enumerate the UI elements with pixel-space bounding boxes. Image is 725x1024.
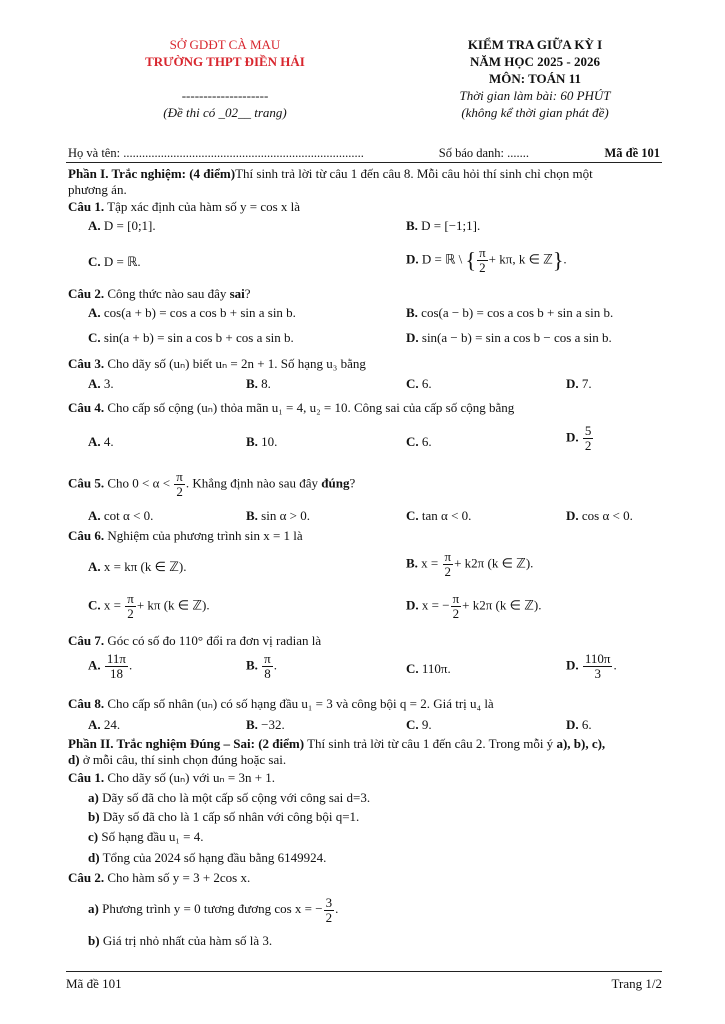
q8-option-a: 24.	[103, 717, 121, 732]
footer-exam-code: Mã đề 101	[66, 976, 122, 991]
q6-options-row1: A. x = kπ (k ∈ ℤ). B. x = $\frac{\pi}{2}$ + k2π (k ∈ ℤ).	[88, 549, 534, 579]
q6-option-b: B. x = $\frac{\pi}{2}$ + k2π (k ∈ ℤ).	[406, 549, 534, 579]
q2-option-d: sin(a − b) = sin a cos b − cos a sin b.	[421, 330, 612, 345]
part2-desc-cont: d) ở mỗi câu, thí sinh chọn đúng hoặc sai.	[68, 752, 287, 767]
exam-code: Mã đề 101	[604, 146, 660, 160]
q4-options: A. 4. B. 10. C. 6. D. $\frac{5}{2}$	[88, 424, 662, 460]
q1-options-row2: C. D = ℝ. D. D = ℝ \ { $\frac{\pi}{2}$ + kπ, k ∈ ℤ}.	[88, 245, 567, 275]
department-name: SỞ GDĐT CÀ MAU	[169, 37, 281, 52]
page-footer	[66, 971, 662, 992]
candidate-number-field: Số báo danh: .......	[438, 146, 530, 160]
tf-q1-statement-b: b) Dãy số đã cho là 1 cấp số nhân với công bội q=1.	[88, 809, 360, 824]
subject: MÔN: TOÁN 11	[489, 71, 581, 86]
q3-option-b: 8.	[261, 376, 271, 391]
q1-option-b: D = [−1;1].	[421, 218, 481, 233]
tf-q1-statement-a: a) Dãy số đã cho là một cấp số cộng với công sai d=3.	[88, 790, 371, 805]
q4-option-c: 6.	[421, 434, 432, 449]
q1-options-row1: A. D = [0;1]. B. D = [−1;1].	[88, 218, 481, 233]
q4-option-d: D. $\frac{5}{2}$	[566, 423, 592, 453]
header-left	[110, 36, 340, 121]
q2-option-b: cos(a − b) = cos a cos b + sin a sin b.	[421, 305, 614, 320]
part2-heading: Phần II. Trắc nghiệm Đúng – Sai: (2 điểm) Thí sinh trả lời từ câu 1 đến câu 2. Trong mỗi ý a), b), c),	[68, 736, 606, 751]
student-info-row	[68, 146, 660, 162]
q6-options-row2	[88, 592, 662, 628]
q2-options-row1: A. cos(a + b) = cos a cos b + sin a sin b. B. cos(a − b) = cos a cos b + sin a sin b.	[88, 305, 614, 320]
q5-option-d: cos α < 0.	[581, 508, 633, 523]
student-name-field: Họ và tên: .............................................................................	[68, 146, 364, 160]
question-5: Câu 5. Cho 0 < α < $\frac{\pi}{2}$ . Khẳng định nào sau đây đúng?	[68, 469, 356, 499]
school-year: NĂM HỌC 2025 - 2026	[470, 54, 600, 69]
q6-option-a: x = kπ (k ∈ ℤ).	[103, 559, 187, 574]
question-2: Câu 2. Công thức nào sau đây sai?	[68, 286, 251, 301]
q7-options: A. $\frac{11\pi}{18}$ . B. $\frac{\pi}{8}$ . C. 110π. D. $\frac{110\pi}{3}$ .	[88, 651, 617, 681]
question-7: Câu 7. Góc có số đo 110° đổi ra đơn vị radian là	[68, 633, 322, 648]
q8-option-c: 9.	[421, 717, 432, 732]
q7-option-c: 110π.	[421, 661, 451, 676]
school-name: TRƯỜNG THPT ĐIỀN HẢI	[145, 54, 305, 69]
tf-q1-statement-d: d) Tổng của 2024 số hạng đầu bằng 6149924.	[88, 850, 327, 865]
header-right	[420, 36, 650, 121]
exam-time: Thời gian làm bài: 60 PHÚT	[459, 88, 611, 103]
part1-desc-cont: phương án.	[68, 182, 127, 197]
tf-q2-statement-a: a) Phương trình y = 0 tương đương cos x = − $\frac{3}{2}$ .	[88, 894, 339, 925]
question-6: Câu 6. Nghiệm của phương trình sin x = 1 là	[68, 528, 303, 543]
question-4: Câu 4. Cho cấp số cộng (uₙ) thỏa mãn u₁ = 4, u₂ = 10. Công sai của cấp số cộng bằng	[68, 400, 515, 415]
q5-options: A. cot α < 0. B. sin α > 0. C. tan α < 0. D. cos α < 0.	[88, 508, 633, 523]
question-8: Câu 8. Cho cấp số nhân (uₙ) có số hạng đầu u₁ = 3 và công bội q = 2. Giá trị u₄ là	[68, 696, 494, 711]
exam-time-note: (không kể thời gian phát đề)	[461, 105, 609, 120]
divider	[66, 162, 662, 163]
q2-option-a: cos(a + b) = cos a cos b + sin a sin b.	[103, 305, 296, 320]
tf-question-2: Câu 2. Cho hàm số y = 3 + 2cos x.	[68, 870, 251, 885]
q2-option-c: sin(a + b) = sin a cos b + cos a sin b.	[103, 330, 294, 345]
q8-option-d: 6.	[581, 717, 592, 732]
q5-option-a: cot α < 0.	[103, 508, 154, 523]
q8-option-b: −32.	[261, 717, 285, 732]
tf-question-1: Câu 1. Cho dãy số (uₙ) với uₙ = 3n + 1.	[68, 770, 276, 785]
q7-option-a: A. $\frac{11\pi}{18}$ .	[88, 651, 133, 681]
q1-option-d: D. D = ℝ \ { $\frac{\pi}{2}$ + kπ, k ∈ ℤ}.	[406, 245, 567, 275]
q1-option-a: D = [0;1].	[103, 218, 156, 233]
exam-title: KIỂM TRA GIỮA KỲ I	[467, 37, 603, 52]
q7-option-d: D. $\frac{110\pi}{3}$ .	[566, 651, 617, 681]
part1-heading: Phần I. Trắc nghiệm: (4 điểm)Thí sinh trả lời từ câu 1 đến câu 8. Mỗi câu hỏi thí sinh chỉ chọn một	[68, 166, 593, 181]
q2-options-row2: C. sin(a + b) = sin a cos b + cos a sin b. D. sin(a − b) = sin a cos b − cos a sin b.	[88, 330, 612, 345]
q3-option-a: 3.	[103, 376, 114, 391]
q3-option-d: 7.	[581, 376, 592, 391]
q6-option-d: D. x = − $\frac{\pi}{2}$ + k2π (k ∈ ℤ).	[406, 591, 542, 621]
q3-option-c: 6.	[421, 376, 432, 391]
q1-option-c: D = ℝ.	[103, 254, 141, 269]
question-3: Câu 3. Cho dãy số (uₙ) biết uₙ = 2n + 1. Số hạng u₃ bằng	[68, 356, 366, 371]
q4-option-b: 10.	[261, 434, 278, 449]
q3-options: A. 3. B. 8. C. 6. D. 7.	[88, 376, 592, 391]
q6-option-c: C. x = $\frac{\pi}{2}$ + kπ (k ∈ ℤ).	[88, 591, 210, 621]
dash-line: --------------------	[181, 88, 269, 103]
q5-option-c: tan α < 0.	[421, 508, 472, 523]
q8-options: A. 24. B. −32. C. 9. D. 6.	[88, 717, 592, 732]
q4-option-a: 4.	[103, 434, 114, 449]
footer-page-number: Trang 1/2	[611, 976, 662, 991]
tf-q1-statement-c: c) Số hạng đầu u₁ = 4.	[88, 829, 204, 844]
page-count-note: (Đề thi có _02__ trang)	[163, 105, 287, 120]
tf-q2-statement-b: b) Giá trị nhỏ nhất của hàm số là 3.	[88, 933, 273, 948]
question-1: Câu 1. Tập xác định của hàm số y = cos x là	[68, 199, 301, 214]
q5-option-b: sin α > 0.	[261, 508, 310, 523]
q7-option-b: B. $\frac{\pi}{8}$ .	[246, 651, 277, 681]
